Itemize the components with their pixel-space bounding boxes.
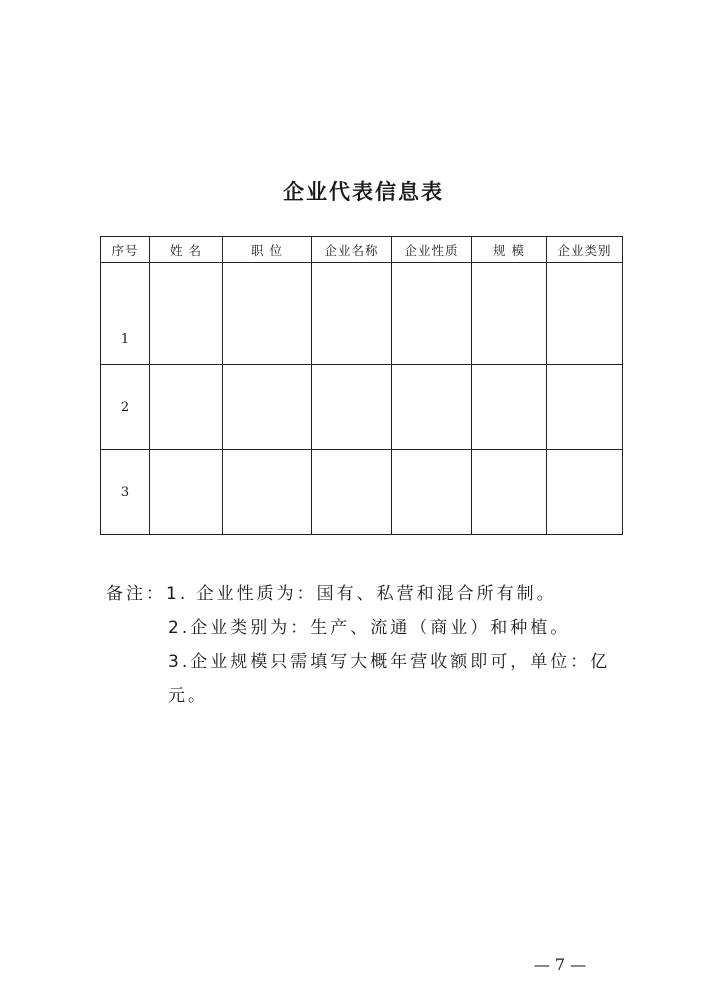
row-index-cell: 2 [101,365,150,450]
name-cell [150,450,223,535]
position-cell [223,365,312,450]
note-item-2: 2.企业类别为：生产、流通（商业）和种植。 [168,618,571,638]
position-cell [223,450,312,535]
notes-section [106,577,626,713]
company-name-cell [312,365,392,450]
table-row [101,450,623,535]
header-cell-name: 姓 名 [150,237,223,263]
position-cell [223,263,312,365]
row-index-cell: 1 [101,263,150,365]
company-category-cell [547,450,623,535]
header-cell-company-category: 企业类别 [547,237,623,263]
company-name-cell [312,450,392,535]
company-nature-cell [392,450,472,535]
table-header-row [101,237,623,263]
scale-cell [472,365,547,450]
header-cell-index: 序号 [101,237,150,263]
note-item-3: 3.企业规模只需填写大概年营收额即可，单位：亿元。 [168,652,611,706]
table-row [101,263,623,365]
notes-label: 备注： [106,584,166,604]
header-cell-scale: 规 模 [472,237,547,263]
company-category-cell [547,263,623,365]
company-nature-cell [392,263,472,365]
page-number: — 7 — [533,955,587,974]
representative-info-table [100,236,623,535]
company-category-cell [547,365,623,450]
header-cell-position: 职 位 [223,237,312,263]
header-cell-company-nature: 企业性质 [392,237,472,263]
company-nature-cell [392,365,472,450]
note-text-1: 1. 企业性质为：国有、私营和混合所有制。 [166,584,557,604]
table-row [101,365,623,450]
company-name-cell [312,263,392,365]
scale-cell [472,263,547,365]
scale-cell [472,450,547,535]
name-cell [150,365,223,450]
name-cell [150,263,223,365]
header-cell-company-name: 企业名称 [312,237,392,263]
note-item-1 [106,577,626,611]
row-index-cell: 3 [101,450,150,535]
page-title: 企业代表信息表 [283,180,444,204]
